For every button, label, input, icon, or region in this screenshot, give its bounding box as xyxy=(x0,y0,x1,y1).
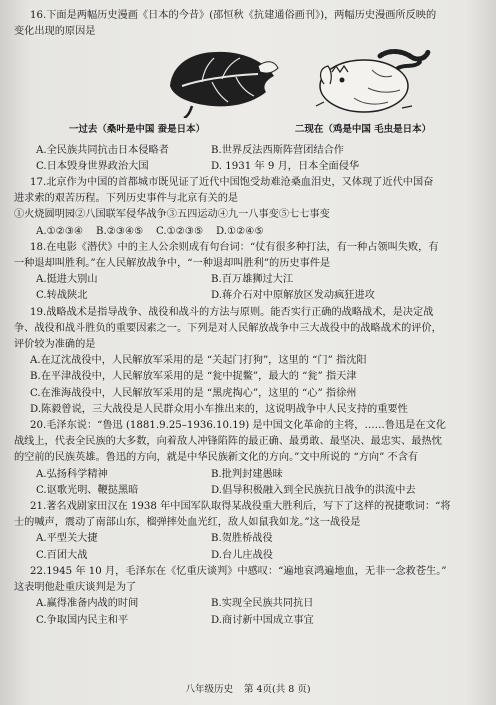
q17-events: ①火烧圆明园②八国联军侵华战争③五四运动④九一八事变⑤七七事变 xyxy=(14,209,330,221)
q22-option-c: C.争取国内民主和平 xyxy=(36,614,129,626)
q16-option-a: A.全民族共同抗击日本侵略者 xyxy=(36,144,169,156)
q20-stem-line1: 20.毛泽东说：“鲁迅 (1881.9.25–1936.10.19) 是中国文化革命的主将，……鲁迅是在文化 xyxy=(30,420,446,432)
q18-options-cd xyxy=(14,288,486,304)
q20-options-ab xyxy=(14,467,486,483)
q22-option-b: B.实现全民族共同抗日 xyxy=(211,598,314,610)
q18-option-c: C.转战陕北 xyxy=(36,290,88,302)
q16-option-b: B.世界反法西斯阵营团结合作 xyxy=(211,144,344,156)
q19-option-b: B.在平津战役中，人民解放军采用的是 “瓮中捉鳖”，最大的 “瓮” 指天津 xyxy=(30,371,357,383)
page-footer xyxy=(0,682,496,698)
q17-option-d: D.①②④⑤ xyxy=(216,225,264,237)
q20-stem-line2: 战线上，代表全民族的大多数，向着敌人冲锋陷阵的最正确、最勇敢、最坚决、最忠实、最热忱 xyxy=(14,436,442,448)
q16-caption-left: 一过去（桑叶是中国 蚕是日本） xyxy=(68,124,206,136)
q22-option-d: D.商讨新中国成立事宜 xyxy=(211,614,314,626)
q21-option-a: A.平型关大捷 xyxy=(36,533,98,545)
q20-option-a: A.弘扬科学精神 xyxy=(36,468,108,480)
q19-option-d: D.陈毅曾说，三大战役是人民群众用小车推出来的，这说明战争中人民支持的重要性 xyxy=(30,403,408,415)
q21-options-cd xyxy=(14,548,486,564)
q22-stem-line2: 这表明他赴重庆谈判是为了 xyxy=(14,582,137,594)
q22-stem-line1: 22.1945 年 10 月，毛泽东在《忆重庆谈判》中感叹：“遍地哀鸿遍地血，无非一念救苍生。” xyxy=(30,565,447,577)
q22-options-ab xyxy=(14,596,486,612)
q17-options xyxy=(14,224,486,240)
q20-option-c: C.讴歌光明、鞭挞黑暗 xyxy=(36,484,139,496)
q16-stem-line2: 变化出现的原因是 xyxy=(14,26,96,38)
q18-stem-line2: 一种退却叫胜利。”在人民解放战争中，“一种退却叫胜利”的历史事件是 xyxy=(14,258,331,270)
q19-stem-line3: 评价较为准确的是 xyxy=(14,339,96,351)
q21-stem-line2: 士的喊声，震动了南部山东，榴弹摔处血光红，敌人如鼠我如龙。”这一战役是 xyxy=(14,517,361,529)
q22-options-cd xyxy=(14,613,486,629)
q21-option-b: B.贺胜桥战役 xyxy=(211,533,273,545)
q17-option-b: B.②③④⑤ xyxy=(96,225,144,237)
q19-option-a: A.在辽沈战役中，人民解放军采用的是 “关起门打狗”，这里的 “门” 指沈阳 xyxy=(30,355,367,367)
q19-stem-line2: 争、战役和战斗胜负的重要因素之一。下列是对人民解放战争中三大战役中的战略战术的评价， xyxy=(14,322,442,334)
q18-options-ab xyxy=(14,272,486,288)
q20-option-d: D.倡导积极融入到全民族抗日战争的洪流中去 xyxy=(211,484,416,496)
q18-option-b: B.百万雄狮过大江 xyxy=(211,274,294,286)
q17-stem-line1: 17.北京作为中国的首都城市既见证了近代中国饱受劫难沧桑血泪史，又体现了近代中国奋 xyxy=(30,177,434,189)
q21-options-ab xyxy=(14,531,486,547)
chicken-caterpillar-cartoon xyxy=(302,46,432,118)
q18-stem-line1: 18.在电影《潜伏》中的主人公余则成有句台词：“仗有很多种打法，有一种占领叫失败，有 xyxy=(30,241,439,253)
q16-options-cd xyxy=(14,159,486,175)
q19-option-c: C.在淮海战役中，人民解放军采用的是 “黑虎掏心”，这里的 “心” 指徐州 xyxy=(30,387,357,399)
q16-option-d: D. 1931 年 9 月，日本全面侵华 xyxy=(211,160,360,172)
q16-cartoons xyxy=(14,46,486,118)
footer-page-number: 第 4页(共 8 页) xyxy=(243,684,311,695)
q21-option-d: D.台儿庄战役 xyxy=(211,549,273,561)
q20-stem-line3: 的空前的民族英雄。鲁迅的方向，就是中华民族新文化的方向。”文中所说的 “方向” 不含有 xyxy=(14,452,419,464)
q16-captions xyxy=(14,122,486,138)
q16-options-ab xyxy=(14,143,486,159)
q18-option-a: A.挺进大别山 xyxy=(36,274,98,286)
q20-options-cd xyxy=(14,483,486,499)
q16-caption-right: 二现在（鸡是中国 毛虫是日本） xyxy=(294,124,432,136)
q21-stem-line1: 21.著名戏剧家田汉在 1938 年中国军队取得某战役重大胜利后，写下了这样的祝捷歌词：“将 xyxy=(30,501,451,513)
q17-stem-line2: 进求索的艰苦历程。下列历史事件与北京有关的是 xyxy=(14,193,239,205)
footer-subject: 八年级历史 xyxy=(185,684,233,695)
q20-option-b: B.批判封建愚昧 xyxy=(211,468,283,480)
q16-option-c: C.日本毁身世界政治大国 xyxy=(36,160,149,172)
mulberry-leaf-silkworm-cartoon xyxy=(162,46,282,118)
q17-option-a: A.①②③④ xyxy=(36,225,84,237)
q22-option-a: A.赢得准备内战的时间 xyxy=(36,598,139,610)
q19-stem-line1: 19.战略战术是指导战争、战役和战斗的方法与原则。能否实行正确的战略战术，是决定战 xyxy=(30,306,434,318)
q16-stem-line1: 16.下面是两幅历史漫画《日本的今昔》(邵恒秋《抗建通俗画刊》)，两幅历史漫画所反映的 xyxy=(30,10,437,21)
q17-option-c: C.①②③⑤ xyxy=(156,225,204,237)
q18-option-d: D.蒋介石对中原解放区发动疯狂进攻 xyxy=(211,290,375,302)
q21-option-c: C.百团大战 xyxy=(36,549,88,561)
